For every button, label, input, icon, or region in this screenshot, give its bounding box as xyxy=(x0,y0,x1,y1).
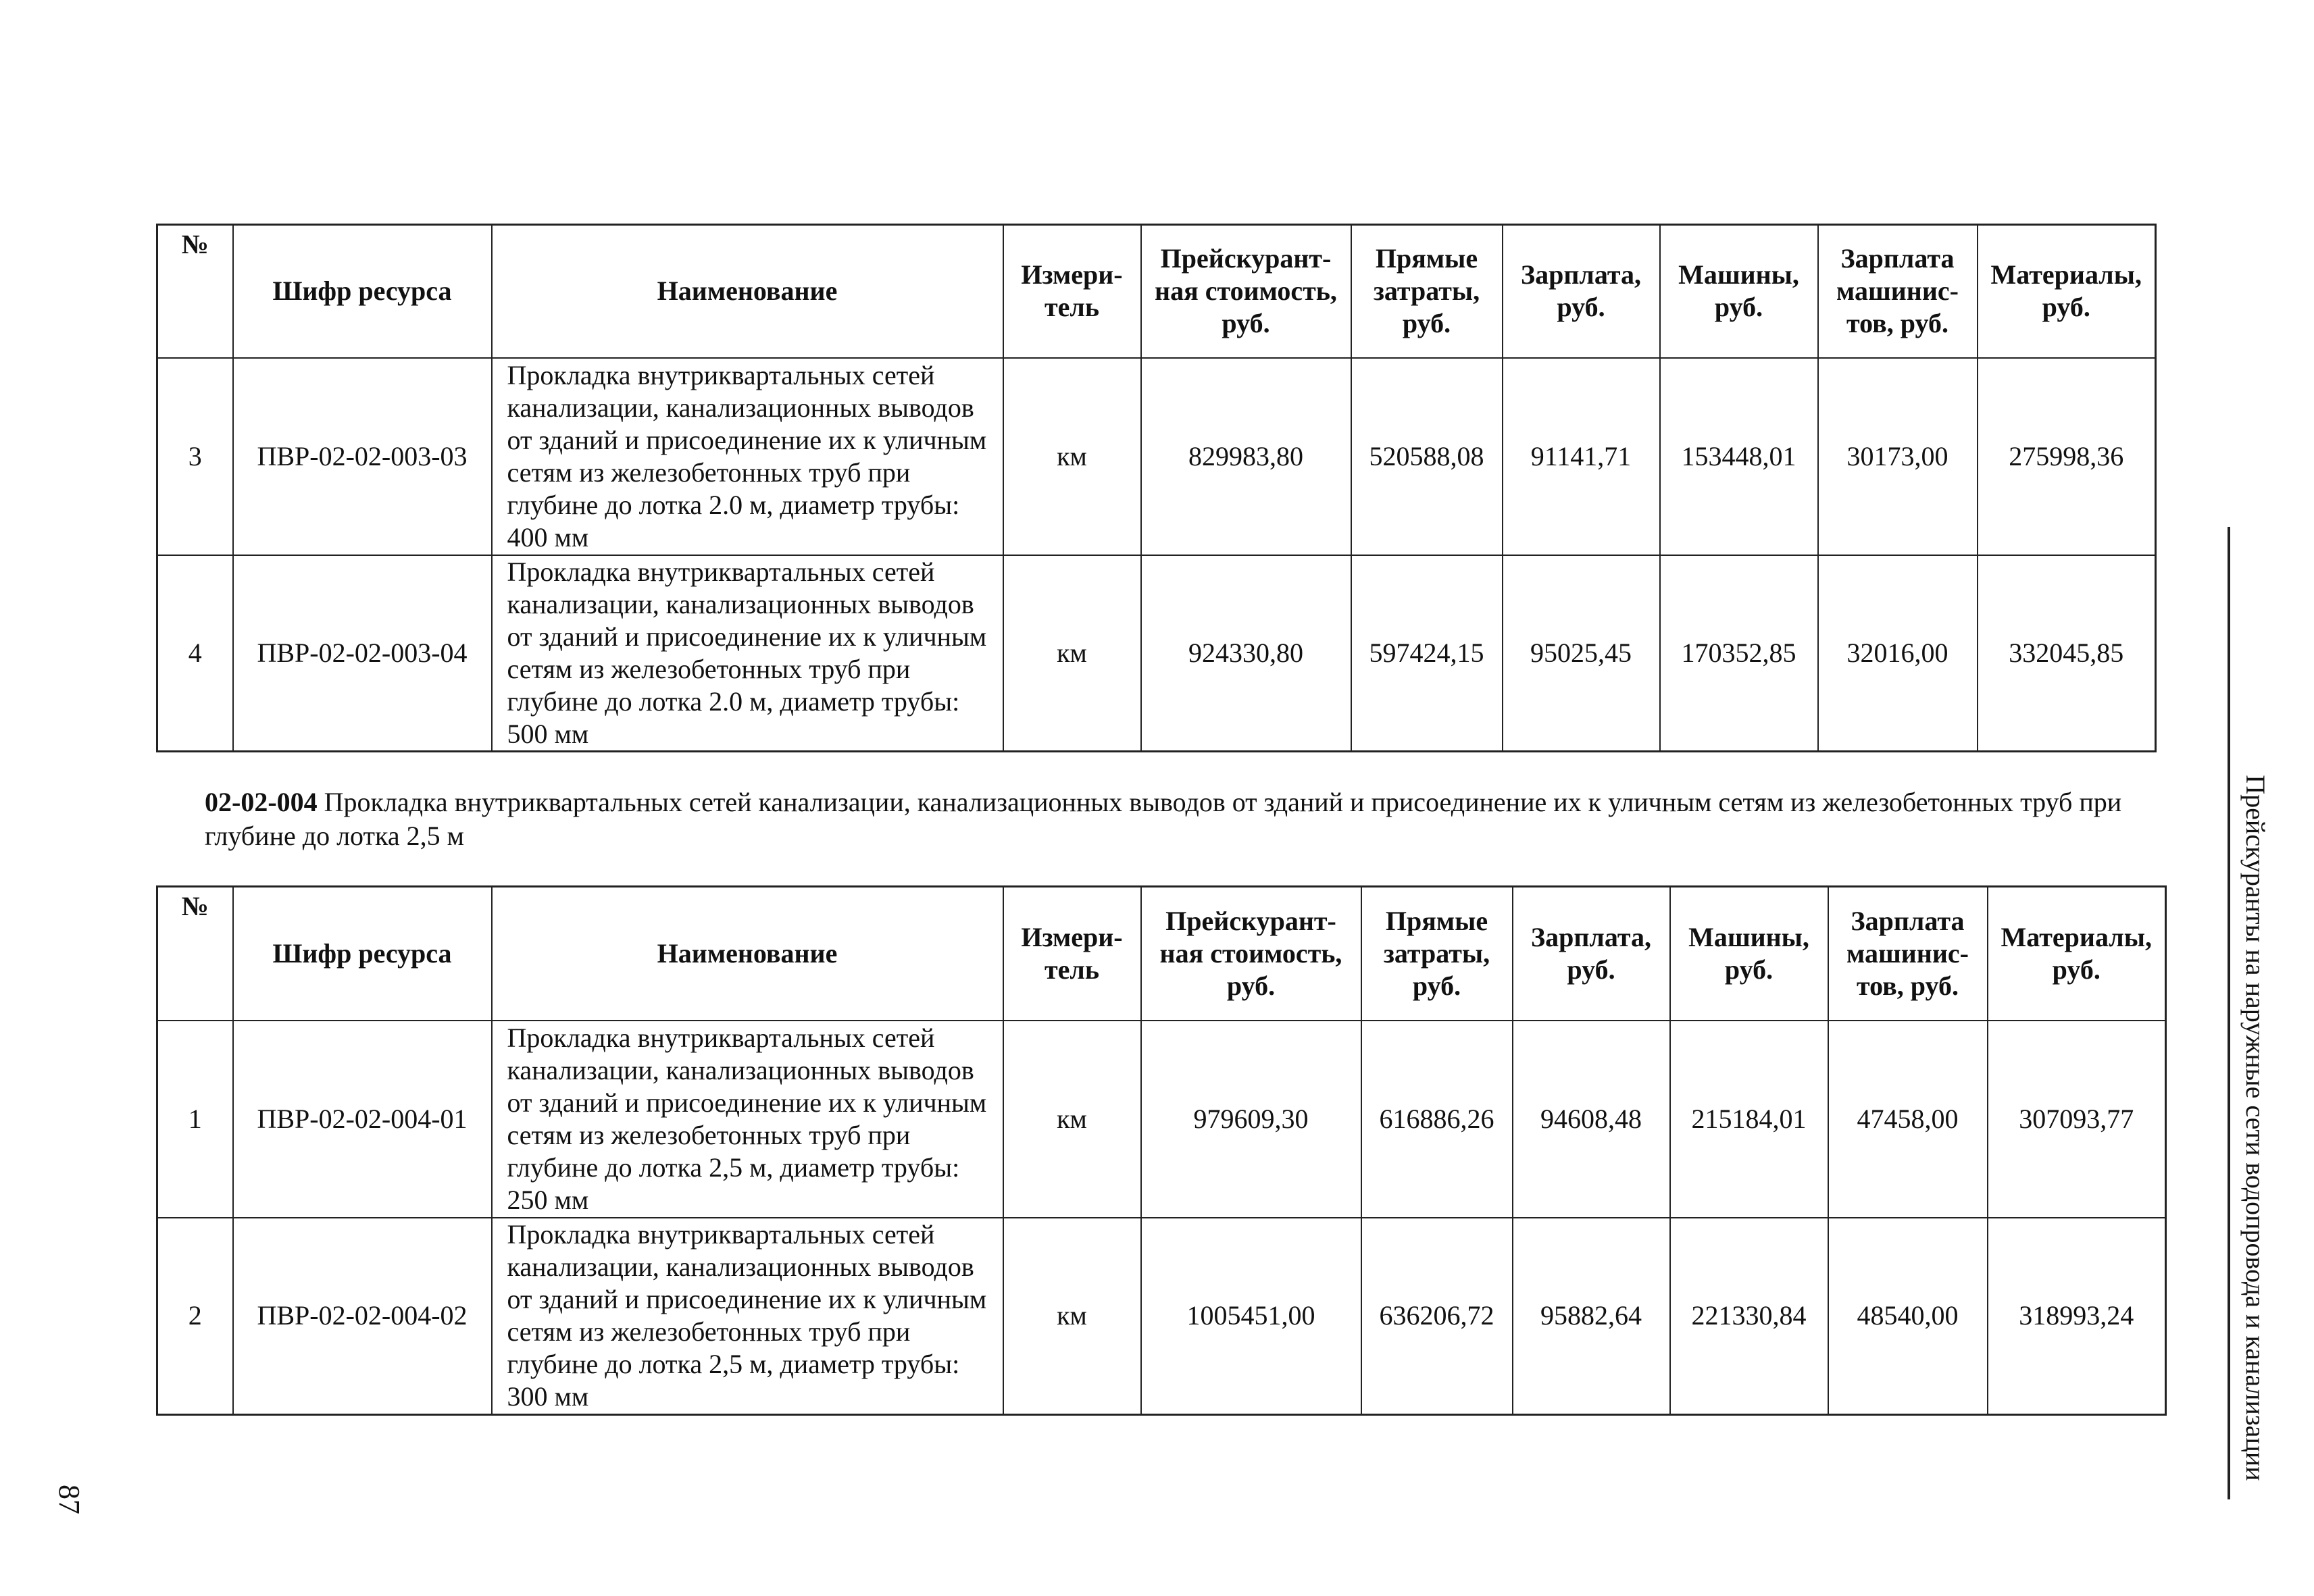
cell-num: 1 xyxy=(157,1021,233,1218)
cell-price: 979609,30 xyxy=(1141,1021,1361,1218)
cell-price: 1005451,00 xyxy=(1141,1218,1361,1415)
price-table-2 xyxy=(156,885,2167,1416)
header-price: Прейскурант-ная стоимость, руб. xyxy=(1141,887,1361,1021)
cell-unit: км xyxy=(1003,555,1141,752)
header-name: Наименование xyxy=(492,887,1003,1021)
header-unit: Измери-тель xyxy=(1003,887,1141,1021)
table-row xyxy=(157,555,2156,752)
header-direct: Прямые затраты, руб. xyxy=(1351,225,1503,358)
page-number: 87 xyxy=(53,1485,86,1514)
cell-machines: 221330,84 xyxy=(1670,1218,1828,1415)
price-table-1 xyxy=(156,224,2157,752)
cell-num: 2 xyxy=(157,1218,233,1415)
header-direct: Прямые затраты, руб. xyxy=(1361,887,1513,1021)
section-code: 02-02-004 xyxy=(205,787,318,817)
header-machines: Машины, руб. xyxy=(1660,225,1818,358)
header-operators: Зарплата машинис-тов, руб. xyxy=(1818,225,1978,358)
cell-salary: 91141,71 xyxy=(1503,358,1660,555)
cell-salary: 95882,64 xyxy=(1513,1218,1670,1415)
header-code: Шифр ресурса xyxy=(233,887,492,1021)
cell-name: Прокладка внутриквартальных сетей канализации, канализационных выводов от зданий и присоединение их к уличным сетям из железобетонных труб при глубине до лотка 2,5 м, диаметр трубы: 250 мм xyxy=(492,1021,1003,1218)
cell-machines: 215184,01 xyxy=(1670,1021,1828,1218)
header-num: № xyxy=(157,225,233,358)
header-salary: Зарплата, руб. xyxy=(1503,225,1660,358)
cell-materials: 307093,77 xyxy=(1988,1021,2166,1218)
running-title-rule xyxy=(2228,527,2230,1499)
header-unit: Измери-тель xyxy=(1003,225,1141,358)
cell-materials: 332045,85 xyxy=(1978,555,2156,752)
header-materials: Материалы, руб. xyxy=(1988,887,2166,1021)
cell-num: 3 xyxy=(157,358,233,555)
cell-direct: 636206,72 xyxy=(1361,1218,1513,1415)
cell-machines: 153448,01 xyxy=(1660,358,1818,555)
cell-code: ПВР-02-02-003-04 xyxy=(233,555,492,752)
cell-salary: 95025,45 xyxy=(1503,555,1660,752)
cell-machines: 170352,85 xyxy=(1660,555,1818,752)
table-row xyxy=(157,358,2156,555)
cell-operators: 30173,00 xyxy=(1818,358,1978,555)
cell-direct: 597424,15 xyxy=(1351,555,1503,752)
table-header-row xyxy=(157,887,2166,1021)
cell-salary: 94608,48 xyxy=(1513,1021,1670,1218)
table-header-row xyxy=(157,225,2156,358)
cell-price: 829983,80 xyxy=(1141,358,1351,555)
running-title: Прейскуранты на наружные сети водопровода и канализации xyxy=(2240,775,2271,1481)
section-heading xyxy=(205,786,2130,853)
cell-price: 924330,80 xyxy=(1141,555,1351,752)
cell-operators: 32016,00 xyxy=(1818,555,1978,752)
header-operators: Зарплата машинис-тов, руб. xyxy=(1828,887,1988,1021)
section-title: Прокладка внутриквартальных сетей канализации, канализационных выводов от зданий и присоединение их к уличным сетям из железобетонных труб при глубине до лотка 2,5 м xyxy=(205,787,2122,851)
cell-materials: 318993,24 xyxy=(1988,1218,2166,1415)
header-num: № xyxy=(157,887,233,1021)
cell-name: Прокладка внутриквартальных сетей канализации, канализационных выводов от зданий и присоединение их к уличным сетям из железобетонных труб при глубине до лотка 2.0 м, диаметр трубы: 400 мм xyxy=(492,358,1003,555)
header-salary: Зарплата, руб. xyxy=(1513,887,1670,1021)
cell-operators: 48540,00 xyxy=(1828,1218,1988,1415)
header-name: Наименование xyxy=(492,225,1003,358)
cell-num: 4 xyxy=(157,555,233,752)
cell-code: ПВР-02-02-004-02 xyxy=(233,1218,492,1415)
cell-unit: км xyxy=(1003,1218,1141,1415)
header-code: Шифр ресурса xyxy=(233,225,492,358)
cell-name: Прокладка внутриквартальных сетей канализации, канализационных выводов от зданий и присоединение их к уличным сетям из железобетонных труб при глубине до лотка 2.0 м, диаметр трубы: 500 мм xyxy=(492,555,1003,752)
header-price: Прейскурант-ная стоимость, руб. xyxy=(1141,225,1351,358)
cell-direct: 520588,08 xyxy=(1351,358,1503,555)
cell-unit: км xyxy=(1003,358,1141,555)
header-machines: Машины, руб. xyxy=(1670,887,1828,1021)
table-row xyxy=(157,1021,2166,1218)
cell-direct: 616886,26 xyxy=(1361,1021,1513,1218)
cell-code: ПВР-02-02-004-01 xyxy=(233,1021,492,1218)
cell-operators: 47458,00 xyxy=(1828,1021,1988,1218)
cell-materials: 275998,36 xyxy=(1978,358,2156,555)
cell-name: Прокладка внутриквартальных сетей канализации, канализационных выводов от зданий и присоединение их к уличным сетям из железобетонных труб при глубине до лотка 2,5 м, диаметр трубы: 300 мм xyxy=(492,1218,1003,1415)
table-row xyxy=(157,1218,2166,1415)
cell-unit: км xyxy=(1003,1021,1141,1218)
cell-code: ПВР-02-02-003-03 xyxy=(233,358,492,555)
header-materials: Материалы, руб. xyxy=(1978,225,2156,358)
